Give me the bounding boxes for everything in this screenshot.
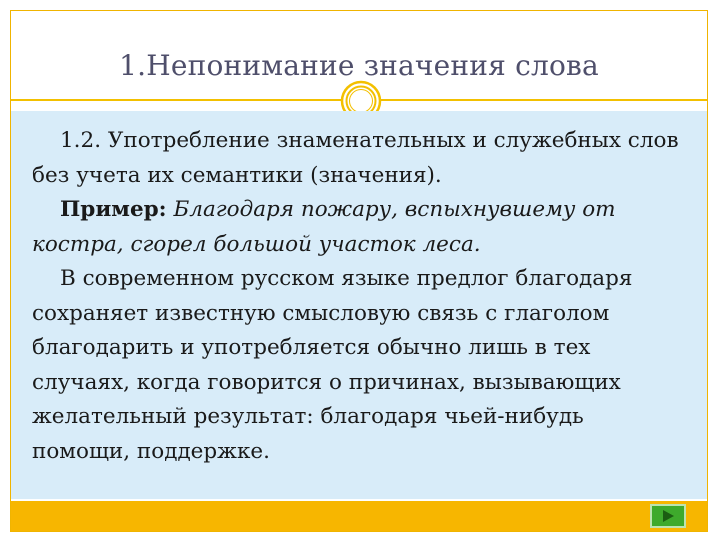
play-triangle-icon bbox=[661, 509, 675, 523]
example-label: Пример: bbox=[60, 197, 167, 222]
paragraph-example bbox=[32, 193, 682, 262]
next-slide-button[interactable] bbox=[650, 504, 686, 528]
body-text bbox=[32, 124, 682, 469]
example-sentence: Благодаря пожару, вспыхнувшему от костра, сгорел большой участок леса. bbox=[32, 197, 616, 257]
bottom-bar bbox=[11, 501, 707, 531]
slide-title: 1.Непонимание значения слова bbox=[119, 49, 599, 82]
paragraph-definition: 1.2. Употребление знаменательных и служебных слов без учета их семантики (значения). bbox=[32, 128, 679, 188]
paragraph-explanation: В современном русском языке предлог благодаря сохраняет известную смысловую связь с глаголом благодарить и употребляется обычно лишь в тех случаях, когда говорится о причинах, вызывающих желательный результат: благодаря чьей-нибудь помощи, поддержке. bbox=[32, 266, 633, 464]
